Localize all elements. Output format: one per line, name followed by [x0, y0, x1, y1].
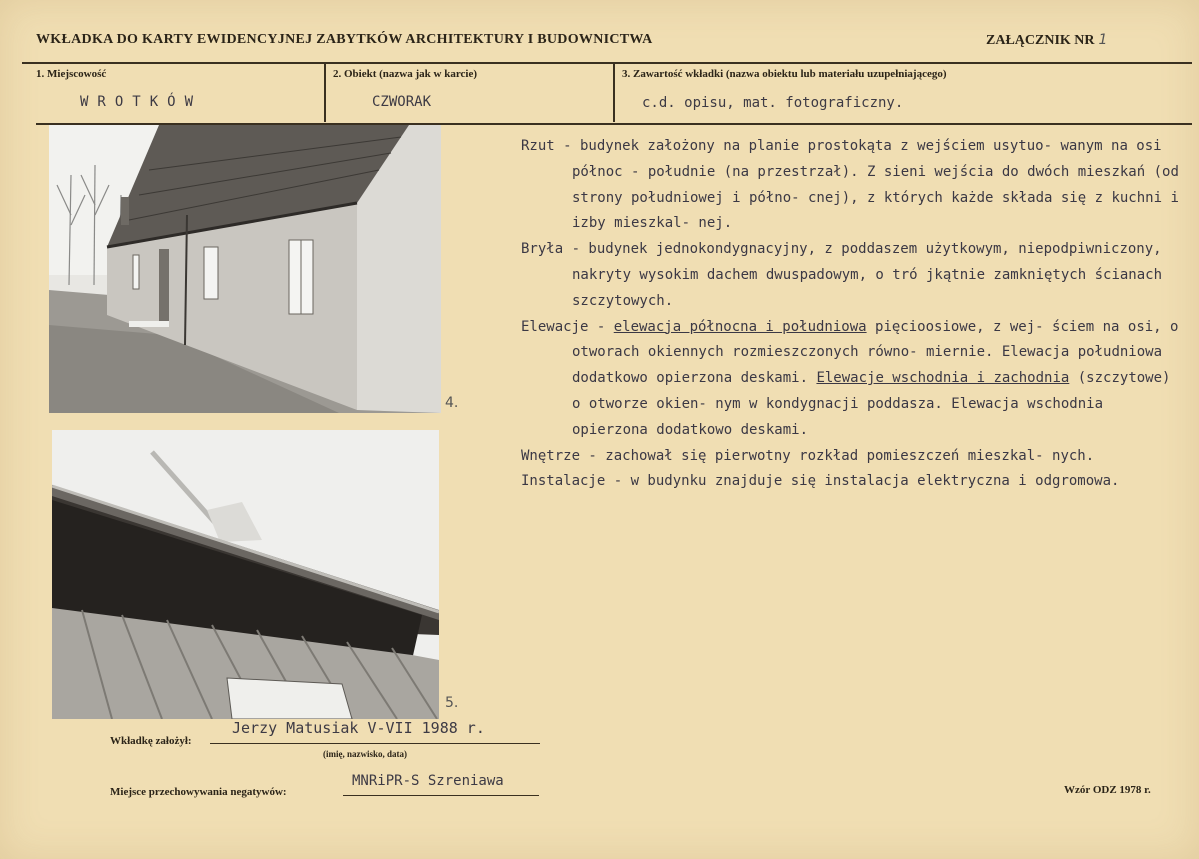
description-instalacje: Instalacje - w budynku znajduje się instalacja elektryczna i odgromowa. — [521, 473, 1120, 490]
annex-number: 1 — [1098, 32, 1108, 48]
photo-eaves-detail-image — [52, 430, 439, 719]
description-rzut: Rzut - budynek założony na planie prostokąta z wejściem usytuo- wanym na osi północ - południe (na przestrzał). Z sieni wejścia do dwóch mieszkań (od strony południowej i półno- cnej), z których każde składa się z kuchni i izby mieszkal- nej. — [521, 138, 1179, 232]
annex-label — [986, 32, 1107, 49]
description-elewacje — [521, 315, 1181, 444]
negatives-location-label: Miejsce przechowywania negatywów: — [110, 786, 287, 798]
description-bryla: Bryła - budynek jednokondygnacyjny, z poddaszem użytkowym, niepodpiwniczony, nakryty wysokim dachem dwuspadowym, o tró jkątnie zamkniętych ścianach szczytowych. — [521, 241, 1163, 309]
elewacje-underlined-2: Elewacje wschodnia i zachodnia — [816, 370, 1070, 387]
elewacje-underlined-1: elewacja północna i południowa — [613, 318, 867, 335]
annex-label-text: ZAŁĄCZNIK NR — [986, 33, 1095, 48]
object-value: CZWORAK — [372, 94, 432, 110]
photo-2-number: 5. — [445, 695, 459, 711]
photo-house-exterior — [49, 125, 441, 413]
elewacje-end: (szczytowe) o otworze okien- nym w kondygnacji poddasza. Elewacja wschodnia opierzona dodatkowo deskami. — [572, 370, 1171, 438]
header-top-rule — [22, 62, 1192, 64]
negatives-location-rule — [343, 795, 539, 796]
created-by-value: Jerzy Matusiak V-VII 1988 r. — [232, 719, 485, 737]
field-divider-1 — [324, 62, 326, 122]
object-label: 2. Obiekt (nazwa jak w karcie) — [333, 68, 478, 80]
card-title: WKŁADKA DO KARTY EWIDENCYJNEJ ZABYTKÓW ARCHITEKTURY I BUDOWNICTWA — [36, 32, 653, 47]
created-by-rule — [210, 743, 540, 744]
contents-label: 3. Zawartość wkładki (nazwa obiektu lub materiału uzupełniającego) — [622, 68, 947, 80]
contents-value: c.d. opisu, mat. fotograficzny. — [642, 95, 904, 111]
photo-1-number: 4. — [445, 395, 459, 411]
elewacje-prefix: Elewacje - — [521, 318, 614, 335]
photo-eaves-detail — [52, 430, 439, 719]
created-by-label: Wkładkę założył: — [110, 735, 192, 747]
locality-value: WROTKÓW — [80, 94, 203, 110]
description-wnetrze: Wnętrze - zachował się pierwotny rozkład pomieszczeń mieszkal- nych. — [521, 447, 1095, 464]
negatives-location-value: MNRiPR-S Szreniawa — [352, 773, 504, 789]
description-text — [521, 134, 1181, 495]
template-version: Wzór ODZ 1978 r. — [1064, 784, 1151, 796]
created-by-sublabel: (imię, nazwisko, data) — [323, 749, 407, 759]
photo-house-exterior-image — [49, 125, 441, 413]
elewacje-middle: pięcioosiowe, z wej- ściem na osi, o otworach okiennych rozmieszczonych równo- miernie. Elewacja południowa dodatkowo opierzona deskami. — [572, 318, 1179, 387]
locality-label: 1. Miejscowość — [36, 68, 107, 80]
field-divider-2 — [613, 62, 615, 122]
